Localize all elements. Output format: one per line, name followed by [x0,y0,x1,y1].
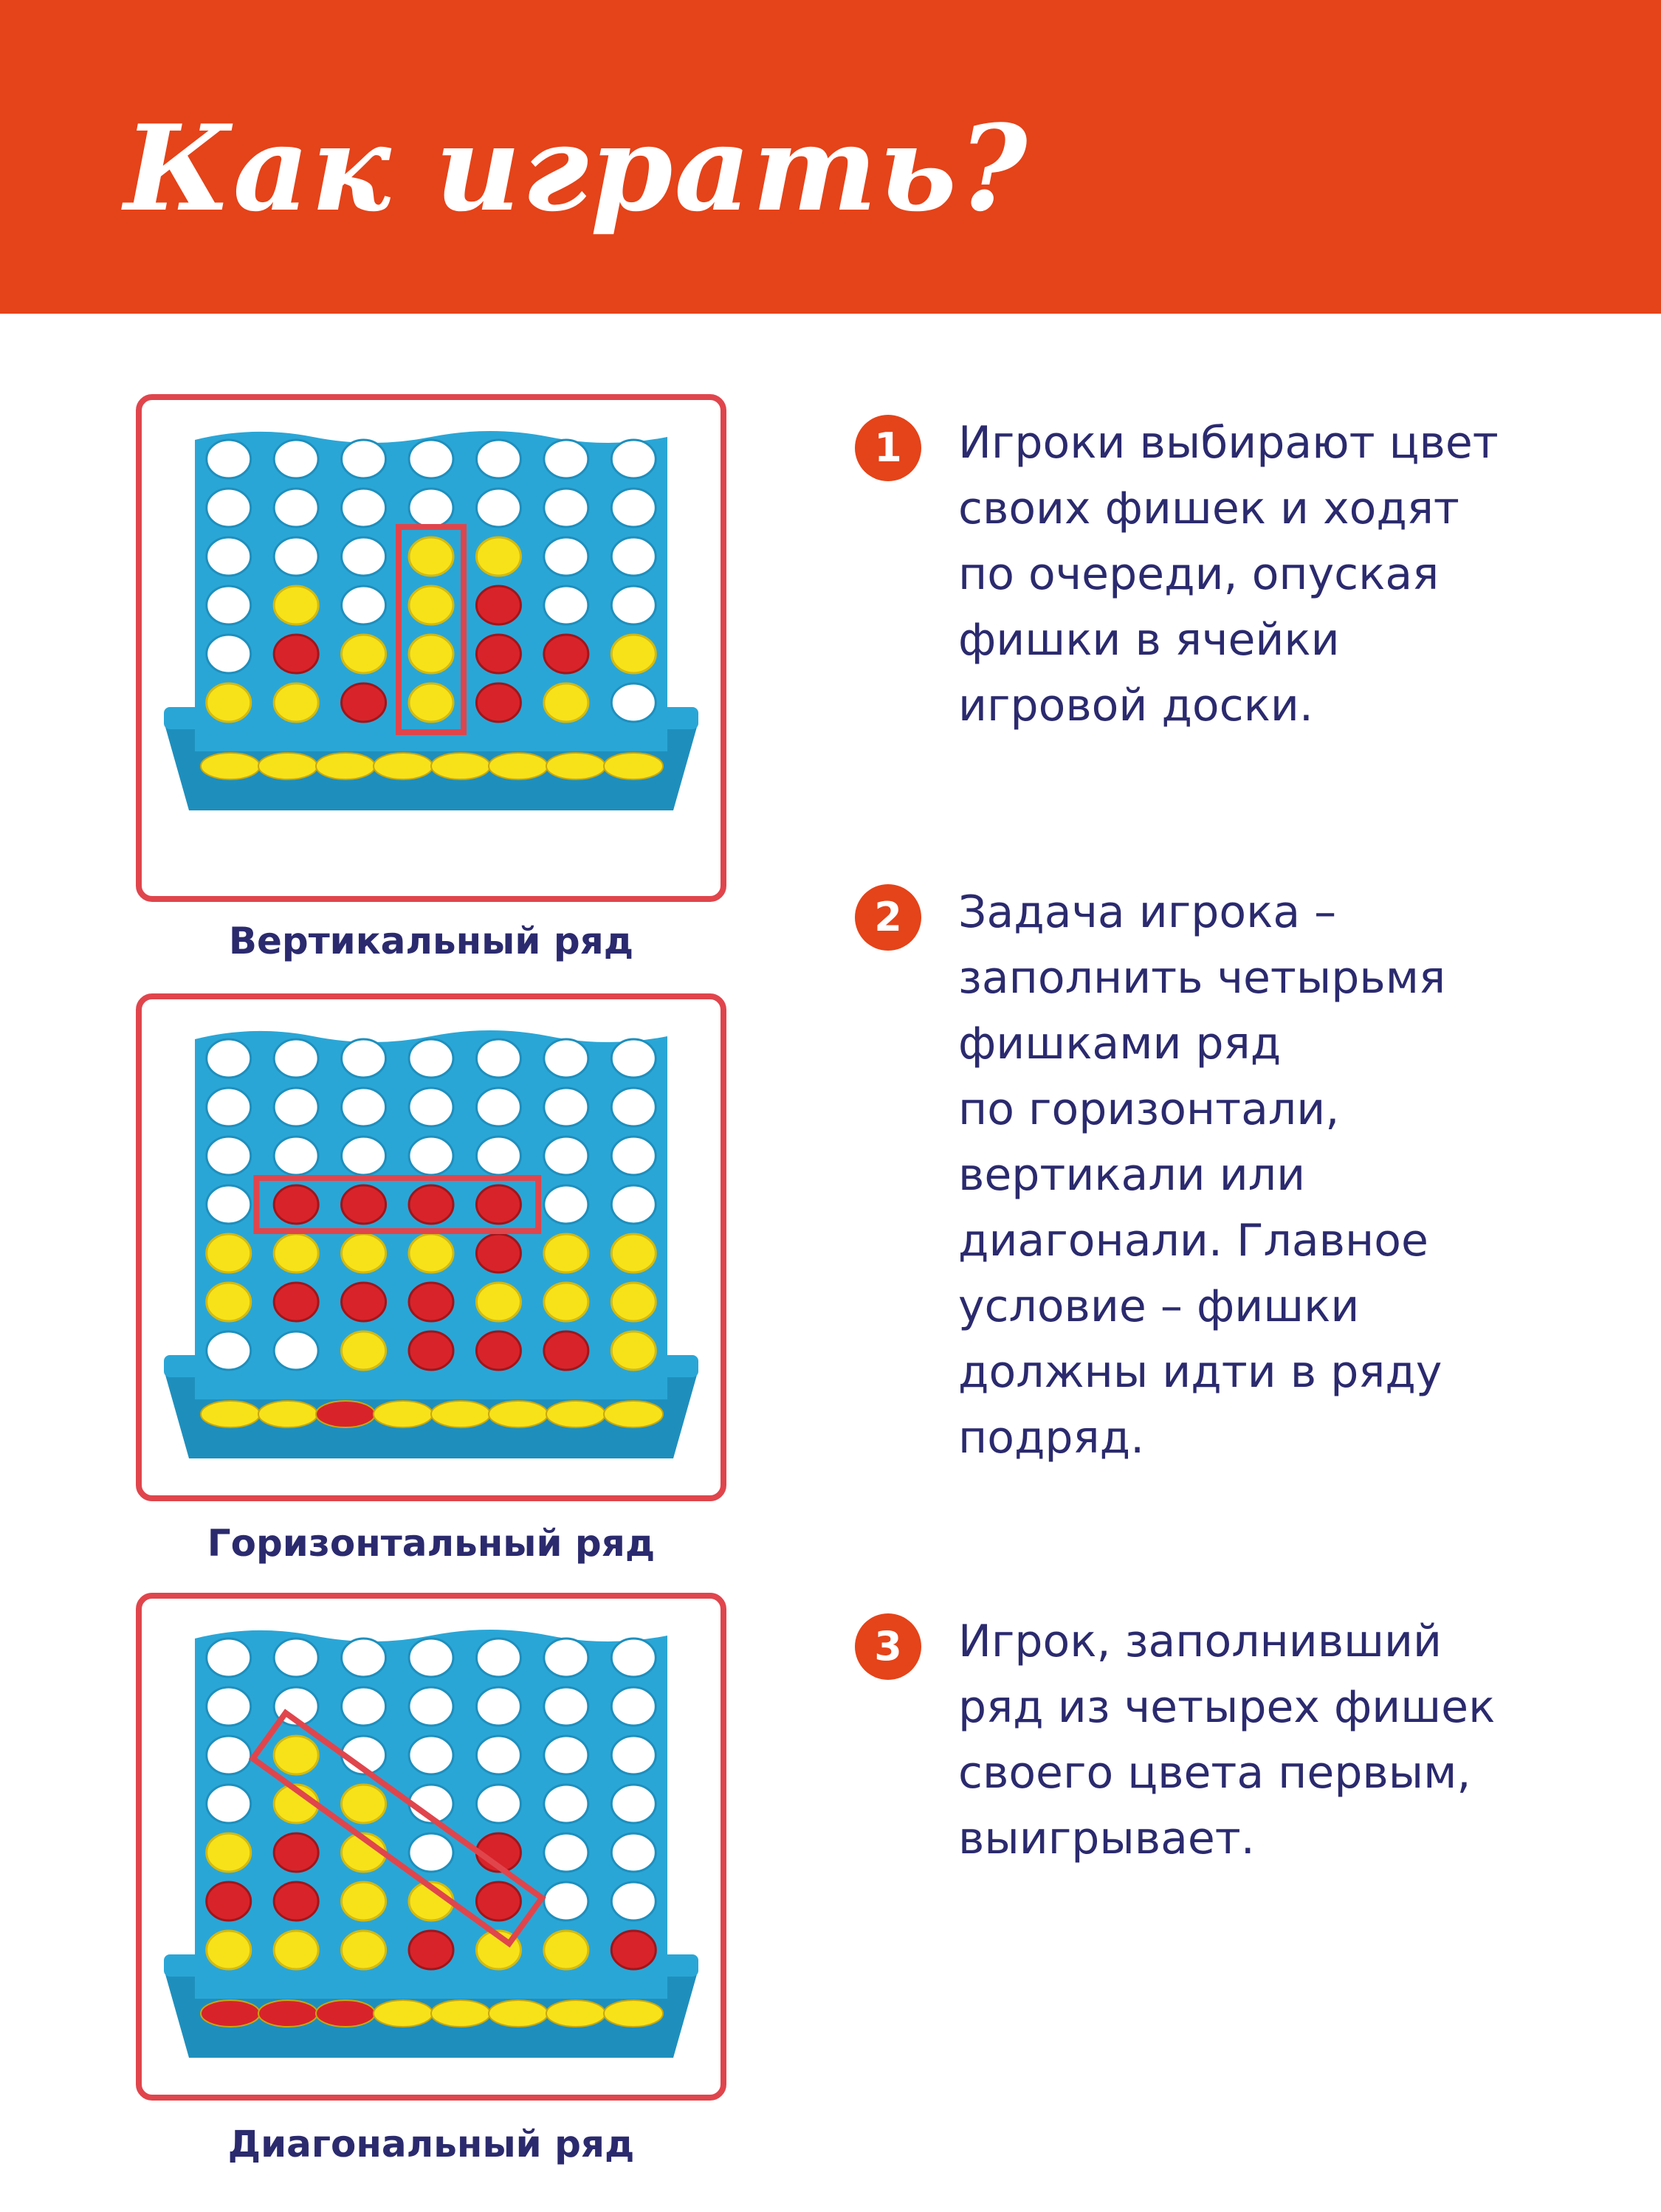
empty-cell [611,1687,656,1726]
empty-cell [342,489,386,527]
empty-cell [611,1039,656,1078]
yellow-disc [342,1331,386,1370]
caption-vertical: Вертикальный ряд [228,920,634,962]
empty-cell [274,489,318,527]
empty-cell [611,1736,656,1774]
empty-cell [274,1331,318,1370]
empty-cell [207,1039,251,1078]
empty-cell [207,1088,251,1126]
yellow-disc [409,635,453,673]
diagonal-row-illustration [142,1599,721,2095]
example-panel-diagonal [136,1593,726,2101]
yellow-disc [409,1234,453,1272]
empty-cell [207,1331,251,1370]
loose-disc [431,1401,490,1427]
step-2 [849,880,1631,1485]
empty-cell [476,1785,520,1823]
example-panel-horizontal [136,993,726,1501]
empty-cell [611,586,656,624]
empty-cell [409,1687,453,1726]
yellow-disc [207,683,251,722]
empty-cell [544,1639,588,1677]
loose-disc [201,1401,260,1427]
loose-disc [604,753,663,779]
yellow-disc [611,1283,656,1321]
empty-cell [207,1736,251,1774]
empty-cell [611,1639,656,1677]
empty-cell [476,1736,520,1774]
empty-cell [274,1639,318,1677]
empty-cell [207,1785,251,1823]
empty-cell [207,440,251,478]
empty-cell [207,1639,251,1677]
yellow-disc [409,683,453,722]
empty-cell [544,440,588,478]
empty-cell [207,1687,251,1726]
yellow-disc [274,1931,318,1969]
yellow-disc [274,1736,318,1774]
red-disc [409,1931,453,1969]
empty-cell [409,440,453,478]
yellow-disc [476,537,520,576]
red-disc [476,635,520,673]
empty-cell [544,1039,588,1078]
step-text: Игроки выбирают цвет своих фишек и ходят по очереди, опуская фишки в ячейки игровой доски. [958,417,1499,731]
empty-cell [342,537,386,576]
empty-cell [544,1882,588,1920]
empty-cell [274,1039,318,1078]
empty-cell [409,1137,453,1175]
yellow-disc [544,1234,588,1272]
red-disc [274,1283,318,1321]
red-disc [476,1331,520,1370]
empty-cell [476,1639,520,1677]
red-disc [476,683,520,722]
yellow-disc [274,586,318,624]
red-disc [476,586,520,624]
red-disc [274,1833,318,1872]
loose-disc [258,1401,317,1427]
step-text: Задача игрока – заполнить четырьмя фишками ряд по горизонтали, вертикали или диагонали. Главное условие – фишки должны идти в ряду подряд. [958,886,1446,1464]
red-disc [476,1234,520,1272]
yellow-disc [611,1234,656,1272]
empty-cell [409,489,453,527]
step-number-badge: 1 [855,415,921,481]
empty-cell [611,1088,656,1126]
empty-cell [409,1088,453,1126]
loose-disc [604,2000,663,2027]
empty-cell [207,537,251,576]
example-panel-vertical [136,394,726,902]
loose-disc [546,753,605,779]
empty-cell [544,1736,588,1774]
empty-cell [611,1785,656,1823]
yellow-disc [476,1283,520,1321]
loose-disc [546,2000,605,2027]
step-number-badge: 3 [855,1613,921,1680]
loose-disc [489,753,548,779]
empty-cell [274,440,318,478]
empty-cell [611,1882,656,1920]
header-banner [0,0,1661,314]
yellow-disc [611,1331,656,1370]
empty-cell [544,1088,588,1126]
step-text: Игрок, заполнивший ряд из четырех фишек своего цвета первым, выигрывает. [958,1616,1496,1864]
yellow-disc [342,635,386,673]
vertical-row-illustration [142,400,721,896]
empty-cell [207,489,251,527]
yellow-disc [611,635,656,673]
empty-cell [342,1639,386,1677]
yellow-disc [409,586,453,624]
loose-disc [489,2000,548,2027]
loose-disc [374,2000,433,2027]
red-disc [611,1931,656,1969]
yellow-disc [342,1931,386,1969]
loose-disc [431,2000,490,2027]
empty-cell [342,1039,386,1078]
empty-cell [611,489,656,527]
empty-cell [611,1833,656,1872]
caption-horizontal: Горизонтальный ряд [207,1522,656,1565]
empty-cell [476,440,520,478]
loose-disc [258,2000,317,2027]
yellow-disc [274,683,318,722]
empty-cell [274,537,318,576]
caption-diagonal: Диагональный ряд [227,2123,635,2166]
empty-cell [476,1039,520,1078]
empty-cell [611,1185,656,1224]
empty-cell [544,1185,588,1224]
step-number-badge: 2 [855,884,921,951]
empty-cell [342,1088,386,1126]
red-disc [476,1185,520,1224]
loose-disc [201,2000,260,2027]
red-disc [409,1331,453,1370]
empty-cell [207,1185,251,1224]
empty-cell [544,1785,588,1823]
loose-disc [604,1401,663,1427]
empty-cell [476,1137,520,1175]
loose-disc [258,753,317,779]
yellow-disc [207,1833,251,1872]
red-disc [274,1882,318,1920]
yellow-disc [207,1283,251,1321]
yellow-disc [544,683,588,722]
empty-cell [342,1687,386,1726]
red-disc [342,1185,386,1224]
empty-cell [544,489,588,527]
empty-cell [342,586,386,624]
empty-cell [342,1137,386,1175]
empty-cell [544,1833,588,1872]
empty-cell [476,1687,520,1726]
empty-cell [409,1639,453,1677]
empty-cell [207,1137,251,1175]
empty-cell [544,537,588,576]
red-disc [409,1185,453,1224]
loose-disc [546,1401,605,1427]
yellow-disc [544,1931,588,1969]
red-disc [207,1882,251,1920]
step-3 [849,1609,1631,1889]
loose-disc [201,753,260,779]
empty-cell [544,586,588,624]
loose-disc [316,1401,375,1427]
empty-cell [207,586,251,624]
loose-disc [374,1401,433,1427]
yellow-disc [544,1283,588,1321]
empty-cell [274,1137,318,1175]
empty-cell [207,635,251,673]
page-title: Как играть? [124,99,1029,238]
empty-cell [409,1833,453,1872]
yellow-disc [342,1882,386,1920]
yellow-disc [274,1234,318,1272]
empty-cell [611,1137,656,1175]
red-disc [409,1283,453,1321]
empty-cell [611,683,656,722]
yellow-disc [207,1931,251,1969]
yellow-disc [342,1234,386,1272]
loose-disc [374,753,433,779]
loose-disc [489,1401,548,1427]
step-1 [849,410,1631,750]
empty-cell [544,1137,588,1175]
yellow-disc [342,1785,386,1823]
yellow-disc [409,537,453,576]
red-disc [544,635,588,673]
red-disc [274,1185,318,1224]
loose-disc [316,753,375,779]
loose-disc [431,753,490,779]
red-disc [544,1331,588,1370]
red-disc [342,1283,386,1321]
yellow-disc [207,1234,251,1272]
empty-cell [274,1088,318,1126]
empty-cell [476,489,520,527]
red-disc [274,635,318,673]
empty-cell [611,440,656,478]
red-disc [476,1882,520,1920]
red-disc [342,683,386,722]
empty-cell [342,440,386,478]
empty-cell [476,1088,520,1126]
empty-cell [409,1039,453,1078]
empty-cell [611,537,656,576]
loose-disc [316,2000,375,2027]
empty-cell [544,1687,588,1726]
horizontal-row-illustration [142,999,721,1495]
empty-cell [409,1736,453,1774]
